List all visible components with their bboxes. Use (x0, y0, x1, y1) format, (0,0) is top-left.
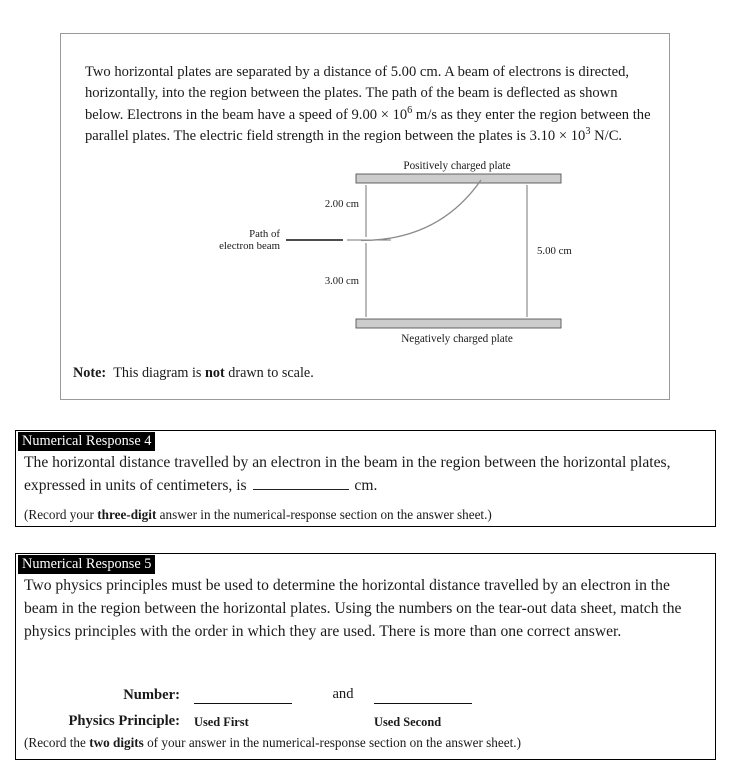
dim-label-5cm: 5.00 cm (537, 245, 572, 257)
question-stem-box (60, 33, 670, 400)
number-blank-first[interactable] (194, 691, 292, 704)
note-text-after: drawn to scale. (224, 365, 314, 381)
conjunction-spacer (312, 729, 374, 730)
field-exponent: 3 (585, 126, 591, 138)
nr5-record-bold: two digits (89, 735, 144, 750)
beam-label-line1: Path of (249, 228, 280, 240)
nr4-question-part1: The horizontal distance travelled by an electron in the beam in the region between the horizontal plates, expressed in units of centimeters, is (24, 454, 671, 494)
caption-slot-first (194, 715, 312, 730)
number-slot-second (374, 691, 492, 704)
nr5-record-after: of your answer in the numerical-response section on the answer sheet.) (143, 735, 521, 750)
nr5-question: Two physics principles must be used to determine the horizontal distance travelled by an electron in the beam in the region between the horizontal plates. Using the numbers on the tear-out data sheet, match the physics principles with the order in which they are used. There is more than one correct answer. (24, 577, 682, 640)
dim-label-2cm: 2.00 cm (324, 199, 359, 210)
positive-plate (356, 174, 561, 183)
bottom-plate-label: Negatively charged plate (401, 333, 513, 345)
numerical-response-5-box (15, 553, 716, 760)
beam-label-line2: electron beam (219, 240, 280, 252)
numerical-response-4-box (15, 430, 716, 527)
caption-slot-second (374, 715, 492, 730)
answer-row-number (24, 686, 584, 704)
nr4-question-part2: cm. (350, 477, 378, 494)
nr5-tag: Numerical Response 5 (18, 555, 155, 574)
nr5-record-before: (Record the (24, 735, 90, 750)
dim-label-3cm: 3.00 cm (324, 276, 359, 287)
stem-text-part3: N/C. (590, 128, 623, 145)
nr4-record-after: answer in the numerical-response section on the answer sheet.) (156, 507, 492, 522)
speed-exponent: 6 (407, 104, 413, 116)
answer-row-principle (24, 713, 584, 730)
negative-plate (356, 319, 561, 328)
caption-used-first: Used First (194, 715, 249, 729)
stem-text-part2: m/s as they enter the region between the parallel plates. The electric field strength in the region between the plates is 3.10 × 10 (85, 106, 651, 145)
nr4-record-bold: three-digit (97, 507, 157, 522)
number-slot-first (194, 691, 312, 704)
electron-beam-path (361, 180, 481, 241)
nr4-record-before: (Record your (24, 507, 98, 522)
conjunction-and: and (332, 686, 354, 702)
note-line (73, 364, 653, 383)
number-blank-second[interactable] (374, 691, 472, 704)
physics-principle-label: Physics Principle: (68, 713, 180, 729)
nr4-answer-blank[interactable] (253, 474, 349, 490)
note-label: Note: (73, 365, 107, 381)
nr5-record-instruction (16, 734, 715, 751)
nr4-tag: Numerical Response 4 (18, 432, 155, 451)
answer-entry-grid (24, 686, 584, 730)
note-text-before: This diagram is (113, 365, 205, 381)
stem-paragraph (85, 62, 651, 148)
caption-used-second: Used Second (374, 715, 442, 729)
top-plate-label: Positively charged plate (403, 160, 511, 172)
nr4-question (16, 451, 715, 497)
diagram-svg (61, 154, 669, 369)
note-emphasis: not (205, 365, 225, 381)
number-label: Number: (123, 687, 180, 703)
stem-text-part1: Two horizontal plates are separated by a distance of 5.00 cm. A beam of electrons is directed, horizontally, into the region between the plates. The path of the beam is deflected as shown below. Electrons in the beam have a speed of 9.00 × 10 (85, 63, 630, 123)
parallel-plates-diagram (61, 154, 669, 369)
nr4-record-instruction (16, 506, 715, 523)
